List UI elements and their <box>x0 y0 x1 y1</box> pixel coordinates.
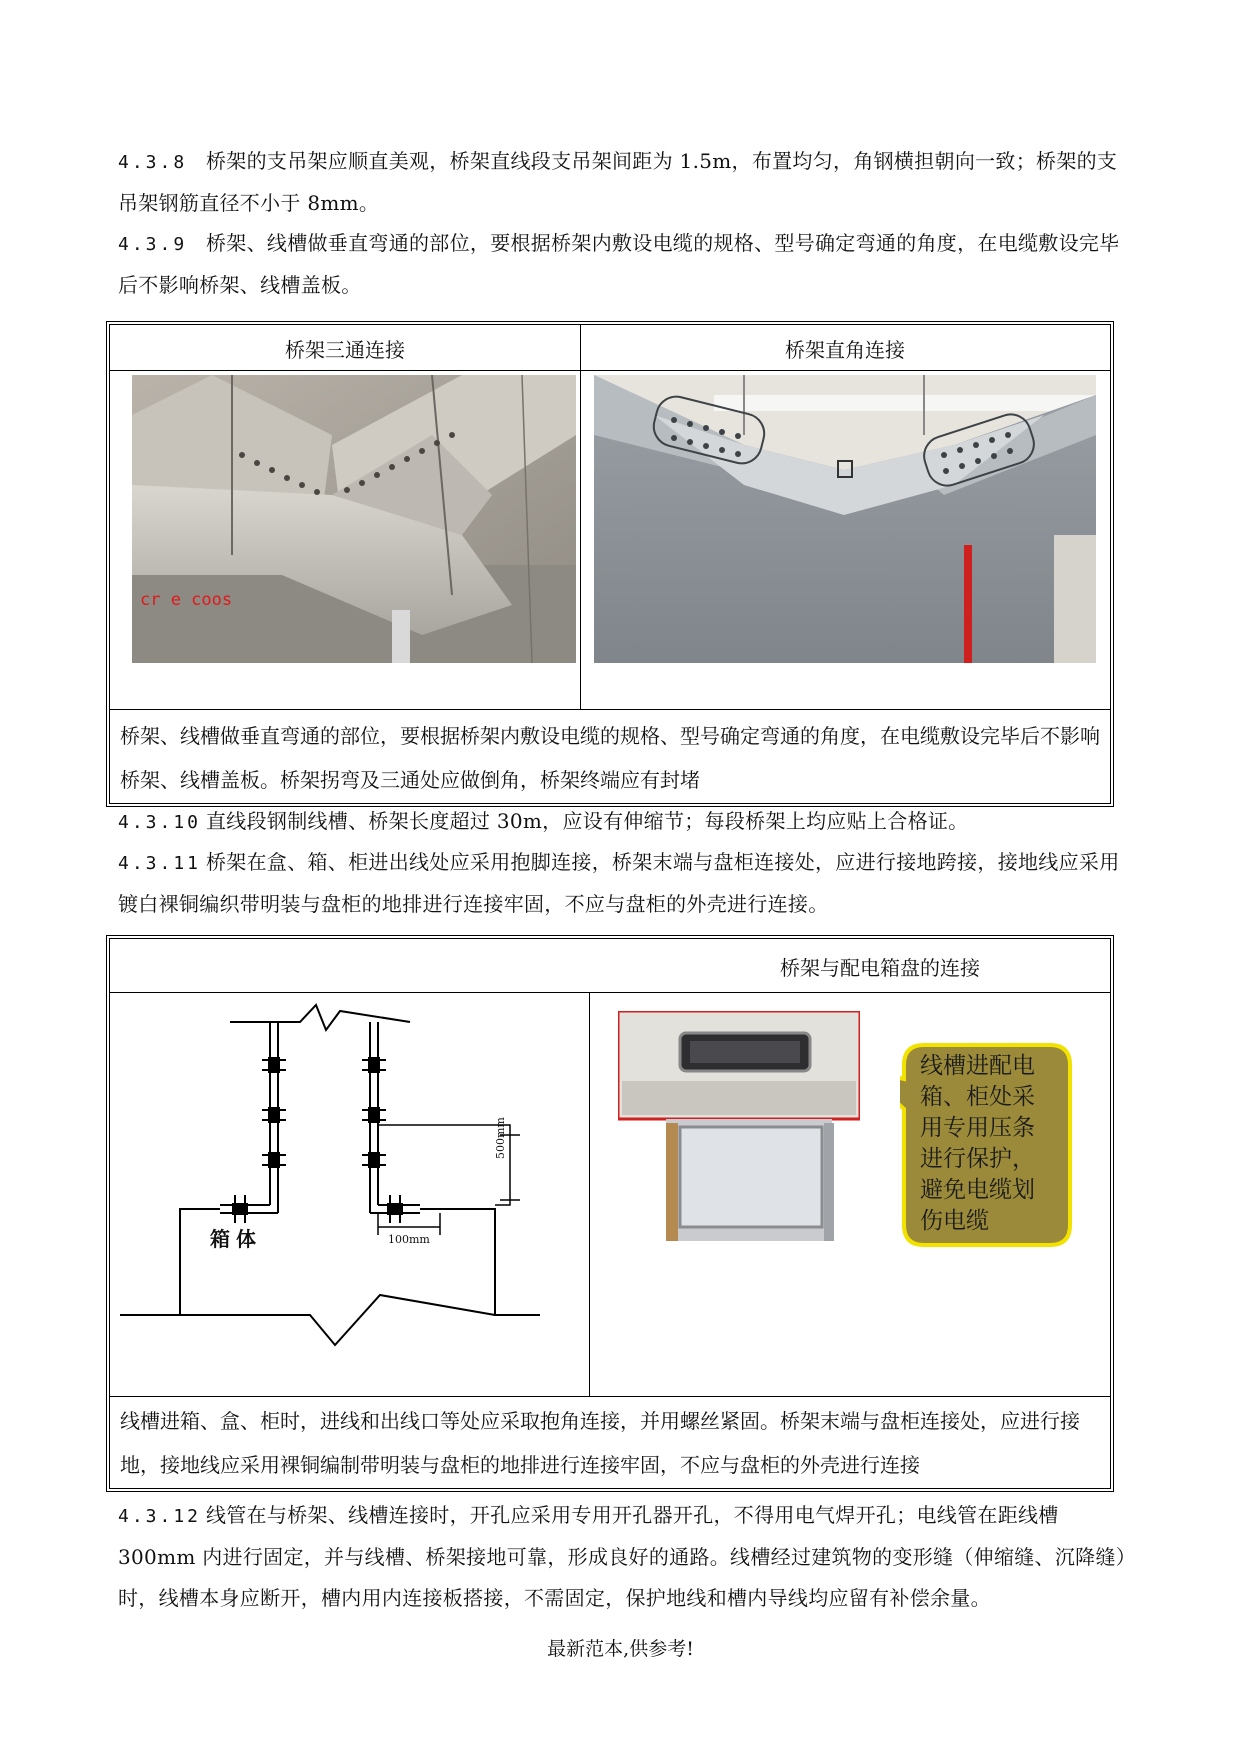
callout-bubble <box>900 1039 1074 1249</box>
callout-text: 线槽进配电箱、柜处采用专用压条进行保护，避免电缆划伤电缆 <box>920 1053 1035 1234</box>
col-title-tee: 桥架三通连接 <box>110 325 580 371</box>
section-text: 桥架的支吊架应顺直美观，桥架直线段支吊架间距为 1.5m，布置均匀，角钢横担朝向一致；桥架的支吊架钢筋直径不小于 8mm。 <box>118 149 1118 215</box>
footer-note: 最新范本,供参考! <box>547 1638 694 1660</box>
photo-watermark: cr e coos <box>140 590 233 610</box>
section-4-3-11 <box>118 842 1128 925</box>
section-4-3-8 <box>118 141 1128 224</box>
dim-100mm: 100mm <box>388 1233 430 1246</box>
cabinet-entry-photo <box>618 1011 860 1241</box>
section-text: 直线段钢制线槽、桥架长度超过 30m，应设有伸缩节；每段桥架上均应贴上合格证。 <box>206 809 969 833</box>
table2-title: 桥架与配电箱盘的连接 <box>110 939 1110 993</box>
section-number: 4.3.11 <box>118 853 202 874</box>
section-text: 桥架、线槽做垂直弯通的部位，要根据桥架内敷设电缆的规格、型号确定弯通的角度，在电缆敷设完毕后不影响桥架、线槽盖板。 <box>118 231 1120 297</box>
distribution-box-table <box>106 935 1114 1492</box>
tee-connection-photo <box>132 375 576 663</box>
bridge-connection-table <box>106 321 1114 807</box>
table2-caption: 线槽进箱、盒、柜时，进线和出线口等处应采取抱角连接，并用螺丝紧固。桥架末端与盘柜连接处，应进行接地，接地线应采用裸铜编制带明装与盘柜的地排进行连接牢固，不应与盘柜的外壳进行连接 <box>120 1409 1080 1477</box>
section-4-3-12 <box>118 1495 1128 1619</box>
section-number: 4.3.9 <box>118 234 188 255</box>
section-number: 4.3.12 <box>118 1506 202 1527</box>
col-title-corner: 桥架直角连接 <box>580 325 1110 371</box>
box-label: 箱体 <box>210 1227 262 1251</box>
corner-connection-photo <box>594 375 1096 663</box>
table1-caption: 桥架、线槽做垂直弯通的部位，要根据桥架内敷设电缆的规格、型号确定弯通的角度，在电缆敷设完毕后不影响桥架、线槽盖板。桥架拐弯及三通处应做倒角，桥架终端应有封堵 <box>120 724 1100 792</box>
section-4-3-9 <box>118 223 1128 306</box>
dim-500mm: 500mm <box>494 1117 507 1159</box>
section-4-3-10 <box>118 801 1128 843</box>
section-number: 4.3.8 <box>118 152 188 173</box>
section-text: 桥架在盒、箱、柜进出线处应采用抱脚连接，桥架末端与盘柜连接处，应进行接地跨接，接地线应采用镀白裸铜编织带明装与盘柜的地排进行连接牢固，不应与盘柜的外壳进行连接。 <box>118 850 1120 916</box>
connection-diagram <box>120 995 586 1393</box>
section-text: 线管在与桥架、线槽连接时，开孔应采用专用开孔器开孔，不得用电气焊开孔；电线管在距线槽 300mm 内进行固定，并与线槽、桥架接地可靠，形成良好的通路。线槽经过建筑物的变形缝（伸缩缝、沉降缝）时，线槽本身应断开，槽内用内连接板搭接，不需固定，保护地线和槽内导线均应留有补偿余量。 <box>118 1503 1127 1610</box>
section-number: 4.3.10 <box>118 812 202 833</box>
